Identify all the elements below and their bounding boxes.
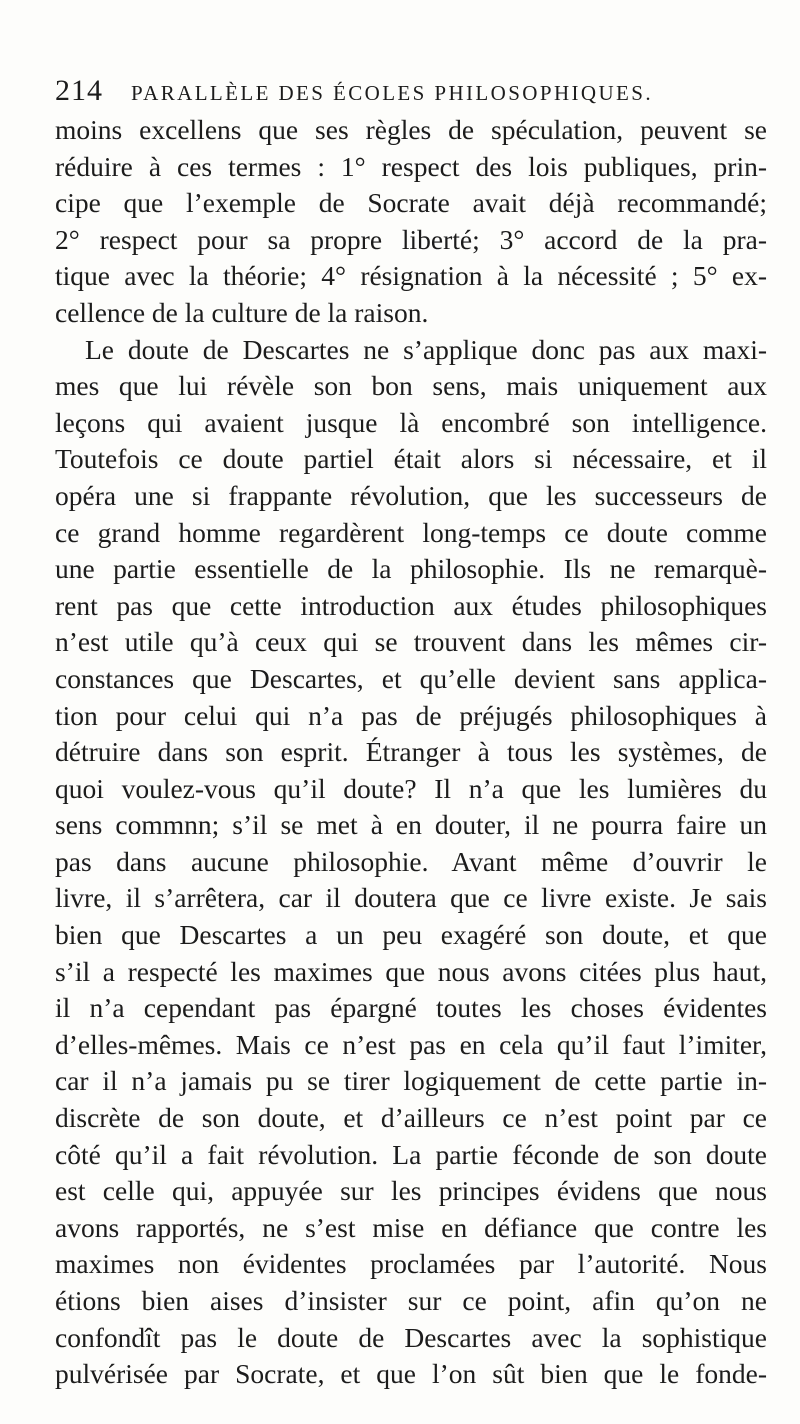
text-line: 2° respect pour sa propre liberté; 3° accord de la pra- [55,223,767,255]
text-line: Le doute de Descartes ne s’applique donc pas aux maxi- [85,333,767,365]
text-line: cipe que l’exemple de Socrate avait déjà recommandé; [55,187,767,219]
text-line: Toutefois ce doute partiel était alors si nécessaire, et il [55,443,767,475]
text-line: tion pour celui qui n’a pas de préjugés philosophiques à [55,699,767,731]
page-header [55,74,755,108]
body-text [55,112,767,1393]
text-line: livre, il s’arrêtera, car il doutera que ce livre existe. Je sais [55,882,767,914]
text-line: bien que Descartes a un peu exagéré son doute, et que [55,919,767,951]
text-line: tique avec la théorie; 4° résignation à la nécessité ; 5° ex- [55,260,767,292]
text-line: opéra une si frappante révolution, que les successeurs de [55,479,767,511]
text-line: discrète de son doute, et d’ailleurs ce n’est point par ce [55,1102,767,1134]
text-line: réduire à ces termes : 1° respect des lois publiques, prin- [55,150,767,182]
text-line: détruire dans son esprit. Étranger à tous les systèmes, de [55,736,767,768]
text-line: maximes non évidentes proclamées par l’autorité. Nous [55,1248,767,1280]
text-line: rent pas que cette introduction aux études philosophiques [55,589,767,621]
text-line: côté qu’il a fait révolution. La partie féconde de son doute [55,1138,767,1170]
text-line: n’est utile qu’à ceux qui se trouvent dans les mêmes cir- [55,626,767,658]
text-line: s’il a respecté les maximes que nous avons citées plus haut, [55,955,767,987]
text-line: d’elles-mêmes. Mais ce n’est pas en cela qu’il faut l’imiter, [55,1028,767,1060]
text-line: confondît pas le doute de Descartes avec la sophistique [55,1321,767,1353]
text-line: car il n’a jamais pu se tirer logiquement de cette partie in- [55,1065,767,1097]
text-line: avons rapportés, ne s’est mise en défiance que contre les [55,1211,767,1243]
text-line: pulvérisée par Socrate, et que l’on sût bien que le fonde- [55,1358,767,1390]
text-line: étions bien aises d’insister sur ce point, afin qu’on ne [55,1285,767,1316]
text-line: sens commnn; s’il se met à en douter, il ne pourra faire un [55,809,767,841]
text-line: constances que Descartes, et qu’elle devient sans applica- [55,662,767,694]
running-head: PARALLÈLE DES ÉCOLES PHILOSOPHIQUES. [131,81,653,105]
page-number: 214 [55,74,103,107]
text-line: cellence de la culture de la raison. [55,296,429,328]
text-line: mes que lui révèle son bon sens, mais uniquement aux [55,370,767,402]
text-line: il n’a cependant pas épargné toutes les choses évidentes [55,992,767,1024]
text-line: une partie essentielle de la philosophie. Ils ne remarquè- [55,553,767,585]
text-line: leçons qui avaient jusque là encombré son intelligence. [55,406,767,438]
text-line: moins excellens que ses règles de spéculation, peuvent se [55,114,767,145]
text-line: ce grand homme regardèrent long-temps ce doute comme [55,516,767,548]
text-line: est celle qui, appuyée sur les principes évidens que nous [55,1175,767,1207]
text-line: quoi voulez-vous qu’il doute? Il n’a que les lumières du [55,772,767,804]
text-line: pas dans aucune philosophie. Avant même d’ouvrir le [55,845,767,877]
